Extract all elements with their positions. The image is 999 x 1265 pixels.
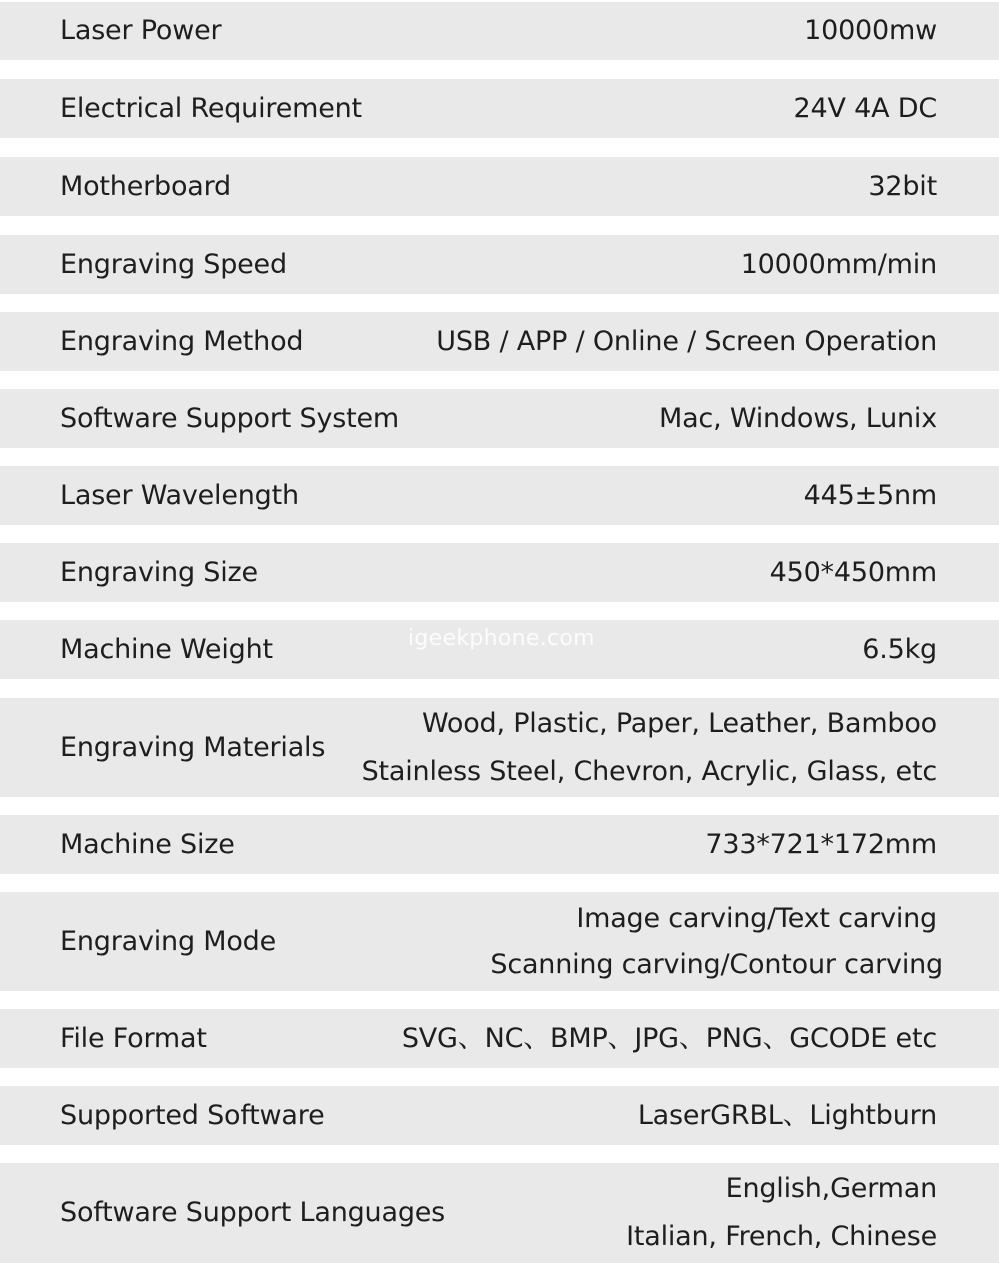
spec-value: 6.5kg [862, 633, 937, 665]
spec-row-motherboard [0, 157, 999, 216]
spec-label: Supported Software [60, 1099, 325, 1131]
spec-row-laser-power [0, 2, 999, 60]
spec-label: Engraving Size [60, 556, 258, 588]
spec-value: LaserGRBL、Lightburn [637, 1099, 937, 1131]
spec-label: Motherboard [60, 170, 231, 202]
spec-row-engraving-method [0, 312, 999, 371]
spec-label: Laser Wavelength [60, 479, 299, 511]
spec-label: Engraving Method [60, 325, 304, 357]
spec-value-line: English,German [725, 1173, 937, 1204]
spec-row-engraving-speed [0, 235, 999, 294]
spec-label: Software Support Languages [60, 1197, 446, 1228]
spec-row-laser-wavelength [0, 466, 999, 525]
spec-value: 450*450mm [769, 556, 937, 588]
spec-value-line: Wood, Plastic, Paper, Leather, Bamboo [421, 707, 937, 739]
watermark: igeekphone.com [408, 626, 595, 651]
spec-value [362, 709, 937, 787]
spec-label: Machine Size [60, 828, 235, 860]
spec-row-engraving-materials [0, 698, 999, 797]
spec-row-software-support-languages [0, 1163, 999, 1263]
spec-value [490, 904, 943, 980]
spec-row-supported-software [0, 1086, 999, 1145]
spec-label: Software Support System [60, 402, 400, 434]
spec-value [626, 1174, 937, 1252]
spec-label: Machine Weight [60, 633, 273, 665]
spec-label: Laser Power [60, 15, 222, 46]
spec-label: Engraving Speed [60, 248, 287, 280]
spec-row-machine-size [0, 815, 999, 874]
spec-value-line: Stainless Steel, Chevron, Acrylic, Glass, etc [361, 755, 937, 787]
spec-label: Electrical Requirement [60, 92, 362, 124]
spec-label: Engraving Materials [60, 731, 326, 763]
spec-row-electrical-requirement [0, 79, 999, 138]
spec-value: 733*721*172mm [705, 828, 937, 860]
spec-value: Mac, Windows, Lunix [658, 402, 937, 434]
spec-value: 10000mw [804, 15, 937, 46]
spec-label: File Format [60, 1022, 207, 1054]
spec-value: 24V 4A DC [793, 92, 937, 124]
spec-row-engraving-size [0, 543, 999, 602]
spec-value: SVG、NC、BMP、JPG、PNG、GCODE etc [401, 1022, 937, 1054]
spec-row-engraving-mode [0, 892, 999, 991]
spec-row-file-format [0, 1009, 999, 1068]
spec-value-line: Scanning carving/Contour carving [490, 948, 943, 980]
spec-value: 32bit [868, 170, 937, 202]
spec-value: 10000mm/min [740, 248, 937, 280]
spec-row-software-support-system [0, 389, 999, 448]
spec-label: Engraving Mode [60, 925, 277, 957]
spec-value: 445±5nm [803, 479, 937, 511]
spec-value-line: Image carving/Text carving [576, 902, 937, 934]
spec-value-line: Italian, French, Chinese [626, 1221, 937, 1252]
spec-value: USB / APP / Online / Screen Operation [436, 325, 937, 357]
